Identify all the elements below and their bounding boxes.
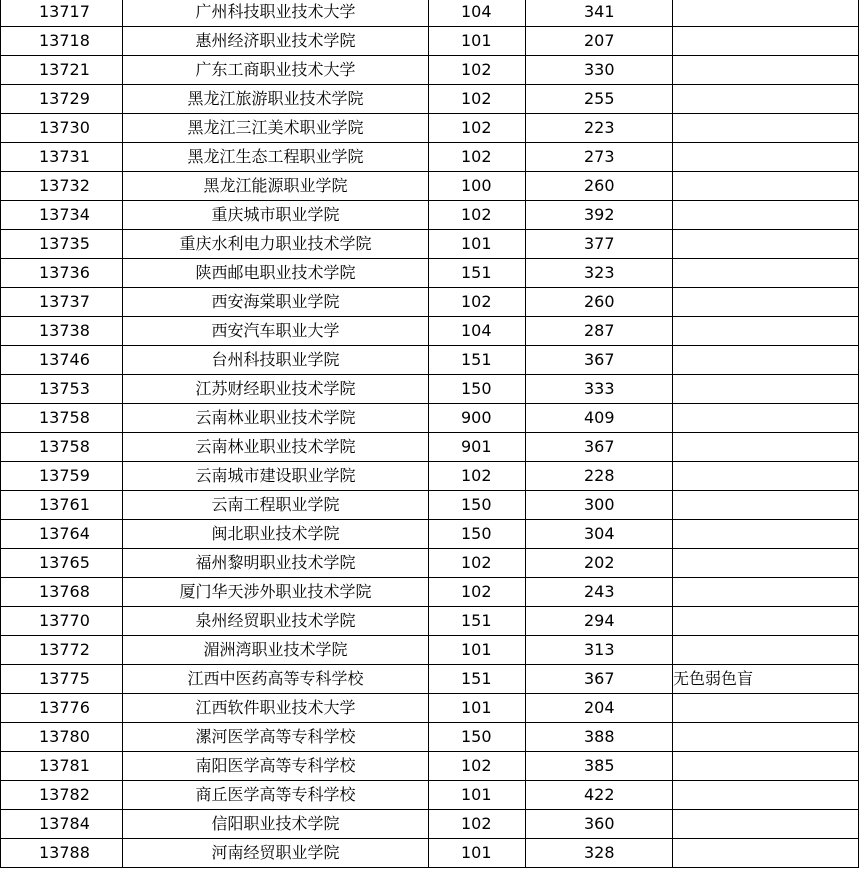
table-row: [1, 56, 859, 85]
note-cell: [673, 288, 859, 317]
school-code-cell: 13732: [1, 172, 123, 201]
min-score-cell: 304: [526, 520, 673, 549]
min-score-cell: 377: [526, 230, 673, 259]
table-row: [1, 346, 859, 375]
table-row: [1, 85, 859, 114]
min-score-cell: 367: [526, 433, 673, 462]
note-cell: [673, 433, 859, 462]
school-code-cell: 13729: [1, 85, 123, 114]
min-score-cell: 204: [526, 694, 673, 723]
school-name-cell: 泉州经贸职业技术学院: [123, 607, 429, 636]
school-code-cell: 13768: [1, 578, 123, 607]
table-row: [1, 839, 859, 868]
note-cell: [673, 578, 859, 607]
school-name-cell: 黑龙江能源职业学院: [123, 172, 429, 201]
group-code-cell: 102: [429, 56, 526, 85]
min-score-cell: 294: [526, 607, 673, 636]
school-code-cell: 13731: [1, 143, 123, 172]
table-row: [1, 0, 859, 27]
min-score-cell: 367: [526, 665, 673, 694]
group-code-cell: 150: [429, 723, 526, 752]
min-score-cell: 207: [526, 27, 673, 56]
table-row: [1, 27, 859, 56]
group-code-cell: 102: [429, 462, 526, 491]
table-row: [1, 172, 859, 201]
school-name-cell: 西安汽车职业大学: [123, 317, 429, 346]
school-name-cell: 黑龙江三江美术职业学院: [123, 114, 429, 143]
note-cell: [673, 143, 859, 172]
min-score-cell: 422: [526, 781, 673, 810]
min-score-cell: 333: [526, 375, 673, 404]
min-score-cell: 367: [526, 346, 673, 375]
note-cell: [673, 752, 859, 781]
table-row: [1, 462, 859, 491]
school-code-cell: 13734: [1, 201, 123, 230]
min-score-cell: 260: [526, 288, 673, 317]
note-cell: [673, 0, 859, 27]
note-cell: [673, 201, 859, 230]
school-code-cell: 13717: [1, 0, 123, 27]
min-score-cell: 223: [526, 114, 673, 143]
group-code-cell: 104: [429, 317, 526, 346]
group-code-cell: 901: [429, 433, 526, 462]
school-name-cell: 商丘医学高等专科学校: [123, 781, 429, 810]
school-code-cell: 13736: [1, 259, 123, 288]
school-code-cell: 13759: [1, 462, 123, 491]
min-score-cell: 330: [526, 56, 673, 85]
note-cell: [673, 491, 859, 520]
school-code-cell: 13738: [1, 317, 123, 346]
group-code-cell: 102: [429, 810, 526, 839]
school-name-cell: 台州科技职业学院: [123, 346, 429, 375]
table-row: [1, 752, 859, 781]
min-score-cell: 328: [526, 839, 673, 868]
table-row: [1, 375, 859, 404]
note-cell: [673, 56, 859, 85]
table-row: [1, 578, 859, 607]
min-score-cell: 388: [526, 723, 673, 752]
group-code-cell: 900: [429, 404, 526, 433]
table-row: [1, 433, 859, 462]
school-code-cell: 13780: [1, 723, 123, 752]
note-cell: [673, 114, 859, 143]
note-cell: [673, 694, 859, 723]
school-code-cell: 13758: [1, 433, 123, 462]
group-code-cell: 101: [429, 839, 526, 868]
note-cell: [673, 607, 859, 636]
group-code-cell: 151: [429, 346, 526, 375]
min-score-cell: 341: [526, 0, 673, 27]
school-name-cell: 云南工程职业学院: [123, 491, 429, 520]
table-row: [1, 520, 859, 549]
school-name-cell: 重庆城市职业学院: [123, 201, 429, 230]
school-code-cell: 13730: [1, 114, 123, 143]
school-code-cell: 13761: [1, 491, 123, 520]
table-row: [1, 810, 859, 839]
note-cell: [673, 85, 859, 114]
table-row: [1, 694, 859, 723]
note-cell: [673, 462, 859, 491]
min-score-cell: 255: [526, 85, 673, 114]
group-code-cell: 151: [429, 259, 526, 288]
group-code-cell: 101: [429, 781, 526, 810]
note-cell: [673, 375, 859, 404]
school-code-cell: 13782: [1, 781, 123, 810]
school-name-cell: 湄洲湾职业技术学院: [123, 636, 429, 665]
school-name-cell: 黑龙江生态工程职业学院: [123, 143, 429, 172]
note-cell: [673, 520, 859, 549]
school-name-cell: 黑龙江旅游职业技术学院: [123, 85, 429, 114]
school-name-cell: 惠州经济职业技术学院: [123, 27, 429, 56]
group-code-cell: 102: [429, 288, 526, 317]
note-cell: [673, 230, 859, 259]
group-code-cell: 102: [429, 549, 526, 578]
school-name-cell: 闽北职业技术学院: [123, 520, 429, 549]
school-name-cell: 广州科技职业技术大学: [123, 0, 429, 27]
min-score-cell: 287: [526, 317, 673, 346]
table-row: [1, 259, 859, 288]
group-code-cell: 150: [429, 491, 526, 520]
school-name-cell: 福州黎明职业技术学院: [123, 549, 429, 578]
group-code-cell: 150: [429, 520, 526, 549]
school-name-cell: 云南林业职业技术学院: [123, 433, 429, 462]
table-row: [1, 549, 859, 578]
school-name-cell: 厦门华天涉外职业技术学院: [123, 578, 429, 607]
table-row: [1, 288, 859, 317]
group-code-cell: 102: [429, 85, 526, 114]
note-cell: [673, 839, 859, 868]
school-code-cell: 13737: [1, 288, 123, 317]
school-name-cell: 重庆水利电力职业技术学院: [123, 230, 429, 259]
group-code-cell: 100: [429, 172, 526, 201]
min-score-cell: 323: [526, 259, 673, 288]
min-score-cell: 273: [526, 143, 673, 172]
note-cell: [673, 549, 859, 578]
school-code-cell: 13765: [1, 549, 123, 578]
min-score-cell: 392: [526, 201, 673, 230]
school-name-cell: 西安海棠职业学院: [123, 288, 429, 317]
school-code-cell: 13788: [1, 839, 123, 868]
school-name-cell: 漯河医学高等专科学校: [123, 723, 429, 752]
note-cell: [673, 259, 859, 288]
school-name-cell: 江西中医药高等专科学校: [123, 665, 429, 694]
school-code-cell: 13735: [1, 230, 123, 259]
group-code-cell: 101: [429, 694, 526, 723]
min-score-cell: 243: [526, 578, 673, 607]
school-name-cell: 信阳职业技术学院: [123, 810, 429, 839]
school-code-cell: 13764: [1, 520, 123, 549]
school-code-cell: 13753: [1, 375, 123, 404]
school-name-cell: 广东工商职业技术大学: [123, 56, 429, 85]
school-name-cell: 南阳医学高等专科学校: [123, 752, 429, 781]
min-score-cell: 360: [526, 810, 673, 839]
table-row: [1, 491, 859, 520]
group-code-cell: 102: [429, 201, 526, 230]
note-cell: [673, 810, 859, 839]
school-code-cell: 13784: [1, 810, 123, 839]
table-row: [1, 636, 859, 665]
min-score-cell: 300: [526, 491, 673, 520]
table-row: [1, 114, 859, 143]
group-code-cell: 101: [429, 636, 526, 665]
group-code-cell: 151: [429, 607, 526, 636]
school-code-cell: 13781: [1, 752, 123, 781]
table-row: [1, 317, 859, 346]
school-code-cell: 13718: [1, 27, 123, 56]
school-name-cell: 云南林业职业技术学院: [123, 404, 429, 433]
group-code-cell: 102: [429, 114, 526, 143]
school-name-cell: 云南城市建设职业学院: [123, 462, 429, 491]
group-code-cell: 150: [429, 375, 526, 404]
min-score-cell: 228: [526, 462, 673, 491]
note-cell: [673, 172, 859, 201]
table-row: [1, 781, 859, 810]
group-code-cell: 104: [429, 0, 526, 27]
min-score-cell: 409: [526, 404, 673, 433]
school-name-cell: 江苏财经职业技术学院: [123, 375, 429, 404]
table-body: [1, 0, 859, 868]
note-cell: [673, 636, 859, 665]
school-code-cell: 13772: [1, 636, 123, 665]
table-row: [1, 607, 859, 636]
group-code-cell: 102: [429, 752, 526, 781]
table-row: [1, 665, 859, 694]
school-code-cell: 13746: [1, 346, 123, 375]
table-row: [1, 404, 859, 433]
note-cell: [673, 781, 859, 810]
table-row: [1, 230, 859, 259]
school-name-cell: 河南经贸职业学院: [123, 839, 429, 868]
note-cell: [673, 27, 859, 56]
note-cell: [673, 317, 859, 346]
school-name-cell: 江西软件职业技术大学: [123, 694, 429, 723]
min-score-cell: 313: [526, 636, 673, 665]
table-row: [1, 723, 859, 752]
school-code-cell: 13721: [1, 56, 123, 85]
min-score-cell: 202: [526, 549, 673, 578]
note-cell: [673, 346, 859, 375]
min-score-cell: 260: [526, 172, 673, 201]
table-row: [1, 201, 859, 230]
group-code-cell: 101: [429, 27, 526, 56]
group-code-cell: 101: [429, 230, 526, 259]
school-code-cell: 13758: [1, 404, 123, 433]
group-code-cell: 151: [429, 665, 526, 694]
min-score-cell: 385: [526, 752, 673, 781]
school-code-cell: 13770: [1, 607, 123, 636]
note-cell: [673, 404, 859, 433]
school-name-cell: 陕西邮电职业技术学院: [123, 259, 429, 288]
table-row: [1, 143, 859, 172]
note-cell: 无色弱色盲: [673, 665, 859, 694]
group-code-cell: 102: [429, 578, 526, 607]
note-cell: [673, 723, 859, 752]
school-code-cell: 13776: [1, 694, 123, 723]
group-code-cell: 102: [429, 143, 526, 172]
school-code-cell: 13775: [1, 665, 123, 694]
